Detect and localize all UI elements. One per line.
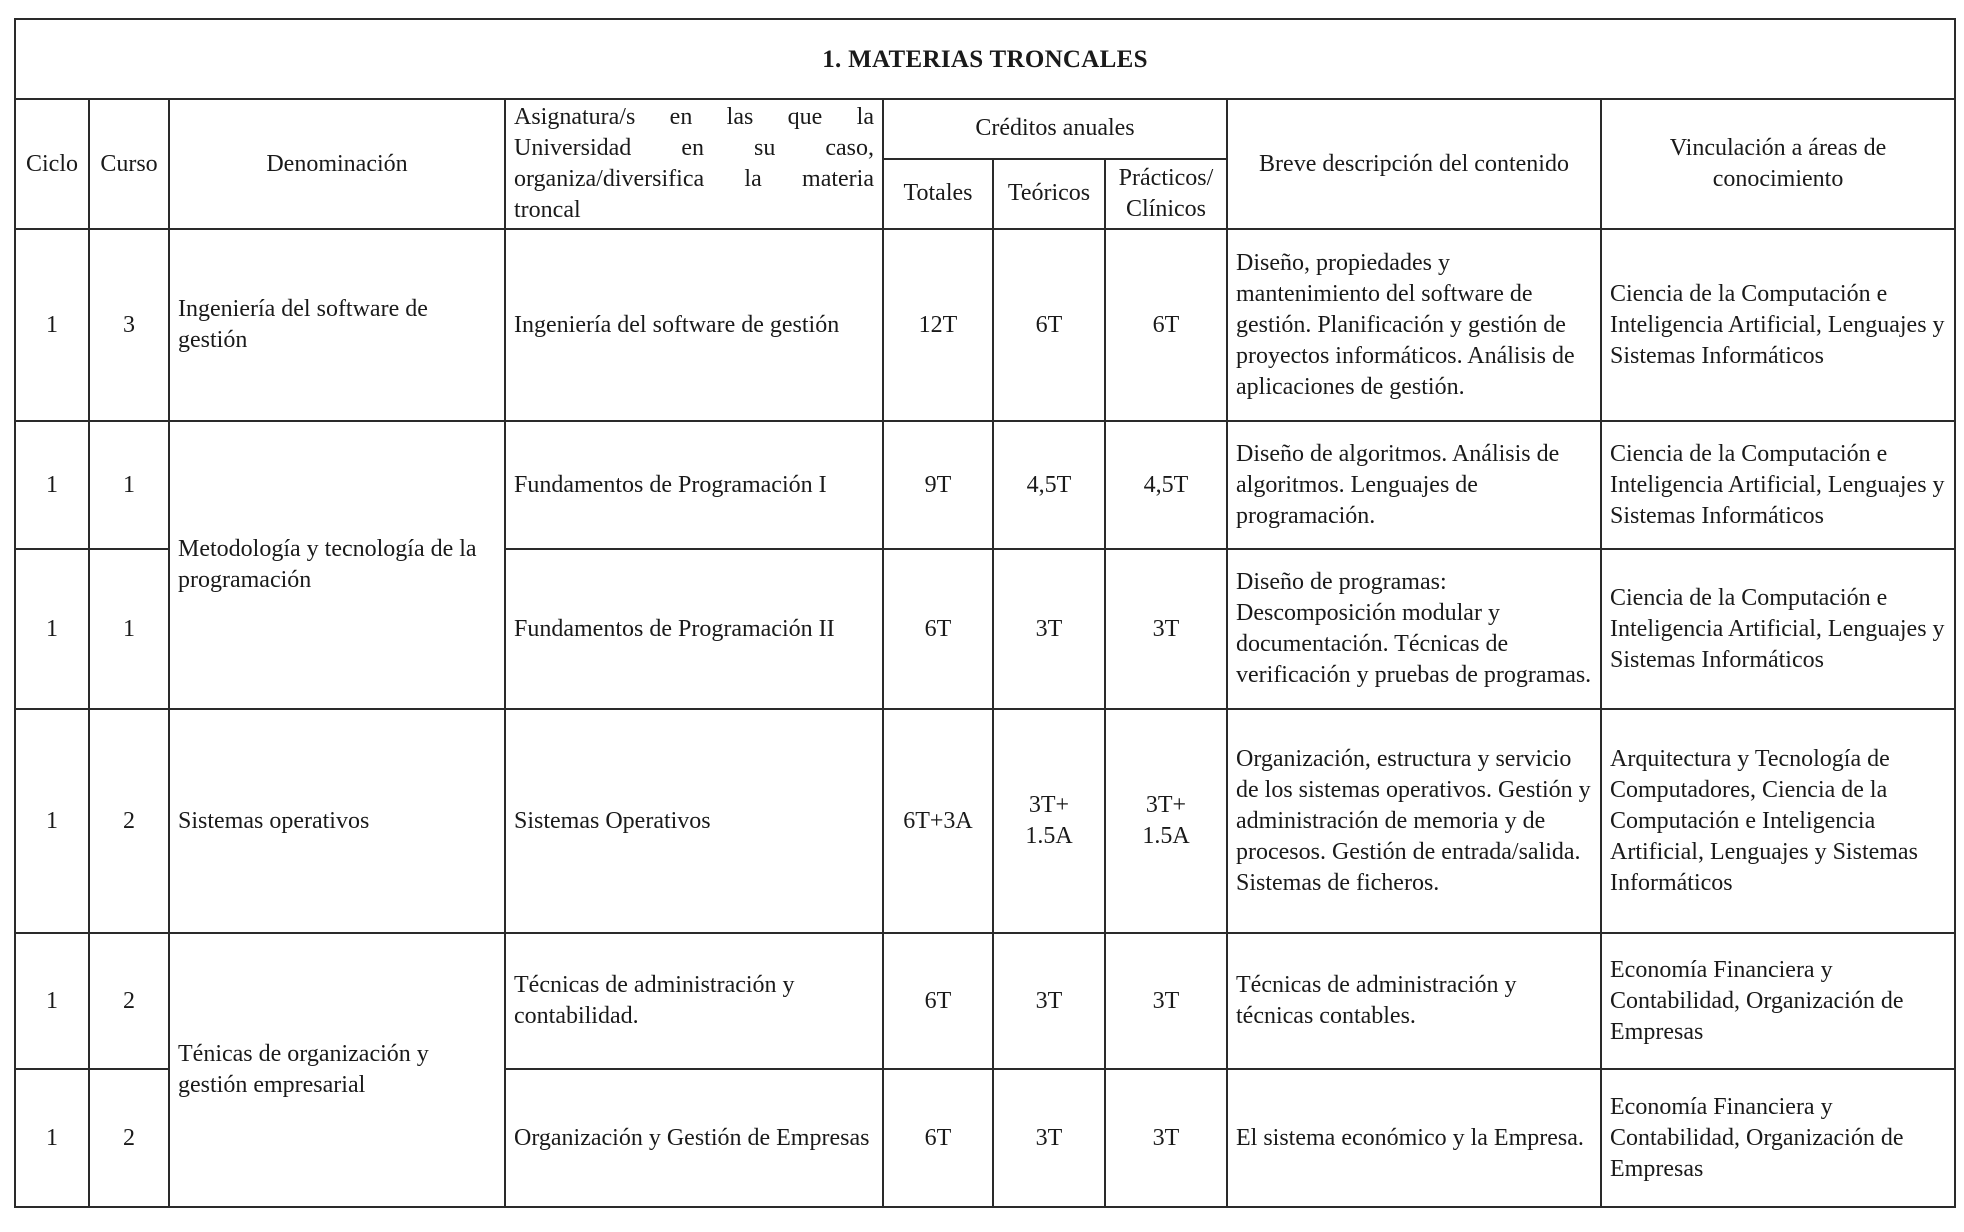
cell-asignatura: Organización y Gestión de Empresas	[505, 1069, 883, 1207]
cell-ciclo: 1	[15, 549, 89, 709]
cell-totales: 6T	[883, 1069, 993, 1207]
cell-ciclo: 1	[15, 709, 89, 933]
cell-descripcion: Técnicas de administración y técnicas contables.	[1227, 933, 1601, 1069]
header-row-1	[15, 99, 1955, 159]
cell-asignatura: Ingeniería del software de gestión	[505, 229, 883, 421]
cell-practicos: 6T	[1105, 229, 1227, 421]
header-teoricos: Teóricos	[993, 159, 1105, 229]
cell-totales: 6T	[883, 549, 993, 709]
cell-vinculacion: Economía Financiera y Contabilidad, Organización de Empresas	[1601, 1069, 1955, 1207]
cell-vinculacion: Economía Financiera y Contabilidad, Organización de Empresas	[1601, 933, 1955, 1069]
header-practicos: Prácticos/ Clínicos	[1105, 159, 1227, 229]
cell-ciclo: 1	[15, 421, 89, 549]
cell-descripcion: El sistema económico y la Empresa.	[1227, 1069, 1601, 1207]
cell-curso: 2	[89, 933, 169, 1069]
cell-practicos: 4,5T	[1105, 421, 1227, 549]
cell-asignatura: Sistemas Operativos	[505, 709, 883, 933]
document-sheet	[14, 18, 1954, 1208]
cell-ciclo: 1	[15, 229, 89, 421]
cell-vinculacion: Ciencia de la Computación e Inteligencia Artificial, Lenguajes y Sistemas Informáticos	[1601, 421, 1955, 549]
table-title: 1. MATERIAS TRONCALES	[15, 19, 1955, 99]
table-row	[15, 229, 1955, 421]
table-row	[15, 709, 1955, 933]
cell-asignatura: Fundamentos de Programación I	[505, 421, 883, 549]
cell-teoricos: 4,5T	[993, 421, 1105, 549]
cell-descripcion: Diseño, propiedades y mantenimiento del software de gestión. Planificación y gestión de proyectos informáticos. Análisis de aplicaciones de gestión.	[1227, 229, 1601, 421]
cell-curso: 2	[89, 1069, 169, 1207]
cell-totales: 12T	[883, 229, 993, 421]
cell-ciclo: 1	[15, 933, 89, 1069]
header-creditos-anuales: Créditos anuales	[883, 99, 1227, 159]
cell-curso: 2	[89, 709, 169, 933]
cell-asignatura: Técnicas de administración y contabilidad.	[505, 933, 883, 1069]
cell-vinculacion: Ciencia de la Computación e Inteligencia Artificial, Lenguajes y Sistemas Informáticos	[1601, 229, 1955, 421]
cell-practicos: 3T	[1105, 933, 1227, 1069]
cell-practicos: 3T+ 1.5A	[1105, 709, 1227, 933]
title-row	[15, 19, 1955, 99]
cell-totales: 6T+3A	[883, 709, 993, 933]
cell-curso: 3	[89, 229, 169, 421]
cell-practicos: 3T	[1105, 549, 1227, 709]
header-ciclo: Ciclo	[15, 99, 89, 229]
header-descripcion: Breve descripción del contenido	[1227, 99, 1601, 229]
cell-teoricos: 3T	[993, 933, 1105, 1069]
header-curso: Curso	[89, 99, 169, 229]
cell-asignatura: Fundamentos de Programación II	[505, 549, 883, 709]
cell-ciclo: 1	[15, 1069, 89, 1207]
cell-teoricos: 6T	[993, 229, 1105, 421]
cell-descripcion: Diseño de programas: Descomposición modular y documentación. Técnicas de verificación y pruebas de programas.	[1227, 549, 1601, 709]
table-row	[15, 933, 1955, 1069]
cell-totales: 9T	[883, 421, 993, 549]
cell-totales: 6T	[883, 933, 993, 1069]
cell-curso: 1	[89, 549, 169, 709]
cell-curso: 1	[89, 421, 169, 549]
cell-vinculacion: Arquitectura y Tecnología de Computadores, Ciencia de la Computación e Inteligencia Artificial, Lenguajes y Sistemas Informáticos	[1601, 709, 1955, 933]
header-vinculacion: Vinculación a áreas de conocimiento	[1601, 99, 1955, 229]
cell-practicos: 3T	[1105, 1069, 1227, 1207]
cell-teoricos: 3T	[993, 549, 1105, 709]
cell-descripcion: Diseño de algoritmos. Análisis de algoritmos. Lenguajes de programación.	[1227, 421, 1601, 549]
cell-descripcion: Organización, estructura y servicio de los sistemas operativos. Gestión y administración de memoria y de procesos. Gestión de entrada/salida. Sistemas de ficheros.	[1227, 709, 1601, 933]
header-totales: Totales	[883, 159, 993, 229]
cell-vinculacion: Ciencia de la Computación e Inteligencia Artificial, Lenguajes y Sistemas Informáticos	[1601, 549, 1955, 709]
header-asignatura: Asignatura/s en las que la Universidad en su caso, organiza/diversifica la materia troncal	[505, 99, 883, 229]
cell-teoricos: 3T	[993, 1069, 1105, 1207]
table-row	[15, 421, 1955, 549]
cell-teoricos: 3T+ 1.5A	[993, 709, 1105, 933]
cell-denominacion: Ténicas de organización y gestión empresarial	[169, 933, 505, 1207]
cell-denominacion: Sistemas operativos	[169, 709, 505, 933]
header-denominacion: Denominación	[169, 99, 505, 229]
materias-troncales-table	[14, 18, 1956, 1208]
cell-denominacion: Metodología y tecnología de la programación	[169, 421, 505, 709]
cell-denominacion: Ingeniería del software de gestión	[169, 229, 505, 421]
